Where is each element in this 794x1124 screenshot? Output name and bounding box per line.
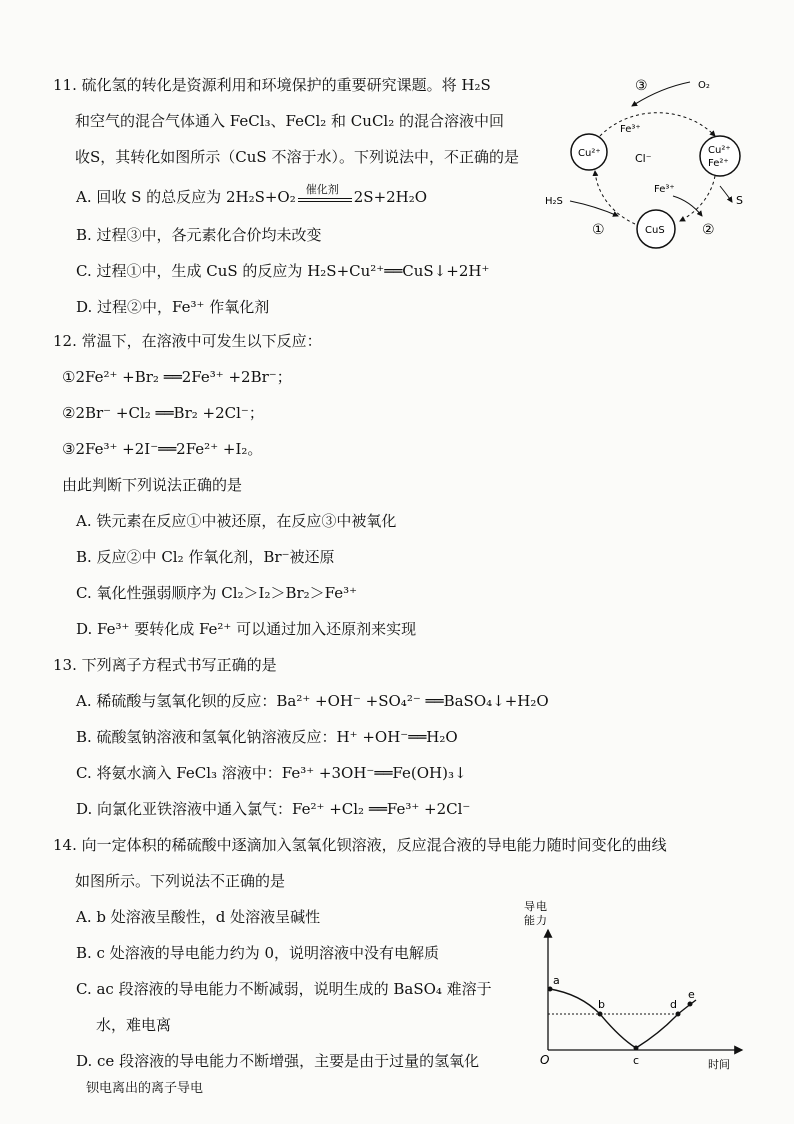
q13-option-c: C. 将氨水滴入 FeCl₃ 溶液中：Fe³⁺ +3OH⁻══Fe(OH)₃↓ [76,764,467,782]
q12-reaction-1: ①2Fe²⁺ +Br₂ ══2Fe³⁺ +2Br⁻； [62,368,292,386]
q14-option-c-line-2: 水，难电离 [96,1016,172,1034]
label-e: e [688,988,695,1001]
cu2-fe2-label-a: Cu²⁺ [708,145,731,156]
cu2-fe2-node [700,136,740,176]
q12-stem: 12. 常温下，在溶液中可发生以下反应： [53,332,322,350]
q14-stem-line-2: 如图所示。下列说法不正确的是 [75,872,286,890]
point-b [598,1012,603,1017]
cu2-label: Cu²⁺ [578,148,601,159]
q12-reaction-3: ③2Fe³⁺ +2I⁻══2Fe²⁺ +I₂。 [62,440,263,458]
point-a [548,987,553,992]
q13-option-a: A. 稀硫酸与氢氧化钡的反应：Ba²⁺ +OH⁻ +SO₄²⁻ ══BaSO₄↓+H₂O [76,692,549,710]
q12-option-b: B. 反应②中 Cl₂ 作氧化剂，Br⁻被还原 [76,548,335,566]
ylabel-3: 能 [524,914,535,927]
q11-option-d: D. 过程②中，Fe³⁺ 作氧化剂 [76,298,270,316]
q11-stem-line-3: 收S，其转化如图所示（CuS 不溶于水）。下列说法中，不正确的是 [75,148,519,166]
ylabel-1: 导 [524,900,535,913]
s-label: S [736,194,743,207]
step3-label: ③ [635,78,648,94]
q11-option-c: C. 过程①中，生成 CuS 的反应为 H₂S+Cu²⁺══CuS↓+2H⁺ [76,262,490,280]
q12-lead: 由此判断下列说法正确的是 [62,476,243,494]
q14-option-b: B. c 处溶液的导电能力约为 0，说明溶液中没有电解质 [76,944,440,962]
label-a: a [553,974,560,987]
q14-option-c-line-1: C. ac 段溶液的导电能力不断减弱，说明生成的 BaSO₄ 难溶于 [76,980,492,998]
ylabel-4: 力 [536,914,547,927]
q11-stem-line-1: 11. 硫化氢的转化是资源利用和环境保护的重要研究课题。将 H₂S [53,76,491,94]
q11-cycle-diagram [540,66,780,266]
h2s-label: H₂S [545,196,563,207]
cl-label: Cl⁻ [635,152,652,165]
q11-option-a-arrow [296,183,354,208]
q11-stem-line-2: 和空气的混合气体通入 FeCl₃、FeCl₂ 和 CuCl₂ 的混合溶液中回 [75,112,505,130]
q11-option-a [76,183,428,208]
label-d: d [670,998,677,1011]
q14-conductivity-graph [520,898,750,1074]
q11-option-a-rhs: 2S+2H₂O [353,188,428,206]
label-b: b [598,998,605,1011]
q14-stem-line-1: 14. 向一定体积的稀硫酸中逐滴加入氢氧化钡溶液，反应混合液的导电能力随时间变化的曲线 [53,836,667,854]
step1-label: ① [592,222,605,238]
origin-label: O [540,1053,550,1067]
q12-reaction-2: ②2Br⁻ +Cl₂ ══Br₂ +2Cl⁻； [62,404,264,422]
cu2-fe2-label-b: Fe²⁺ [708,158,729,169]
q11-option-a-condition: 催化剂 [305,183,339,196]
q13-option-d: D. 向氯化亚铁溶液中通入氯气：Fe²⁺ +Cl₂ ══Fe³⁺ +2Cl⁻ [76,800,471,818]
fe3-top-label: Fe³⁺ [620,124,641,135]
point-c [634,1046,639,1051]
ylabel-2: 电 [536,900,547,913]
q14-option-d-line-1: D. ce 段溶液的导电能力不断增强，主要是由于过量的氢氧化 [76,1052,480,1070]
xlabel: 时间 [708,1058,730,1071]
q14-option-a: A. b 处溶液呈酸性，d 处溶液呈碱性 [76,908,321,926]
cus-label: CuS [645,225,665,236]
point-d [676,1012,681,1017]
q11-option-a-lhs: A. 回收 S 的总反应为 2H₂S+O₂ [76,188,296,206]
o2-label: O₂ [698,80,710,91]
q12-option-d: D. Fe³⁺ 要转化成 Fe²⁺ 可以通过加入还原剂来实现 [76,620,417,638]
q11-option-b: B. 过程③中，各元素化合价均未改变 [76,226,322,244]
label-c: c [633,1054,640,1067]
q12-option-c: C. 氧化性强弱顺序为 Cl₂＞I₂＞Br₂＞Fe³⁺ [76,584,358,602]
q13-stem: 13. 下列离子方程式书写正确的是 [53,656,277,674]
q14-option-d-line-2: 钡电离出的离子导电 [86,1081,204,1096]
point-e [688,1002,693,1007]
q13-option-b: B. 硫酸氢钠溶液和氢氧化钠溶液反应：H⁺ +OH⁻══H₂O [76,728,458,746]
q12-option-a: A. 铁元素在反应①中被还原，在反应③中被氧化 [76,512,397,530]
step2-label: ② [702,222,715,238]
fe3-bottom-label: Fe³⁺ [654,184,675,195]
